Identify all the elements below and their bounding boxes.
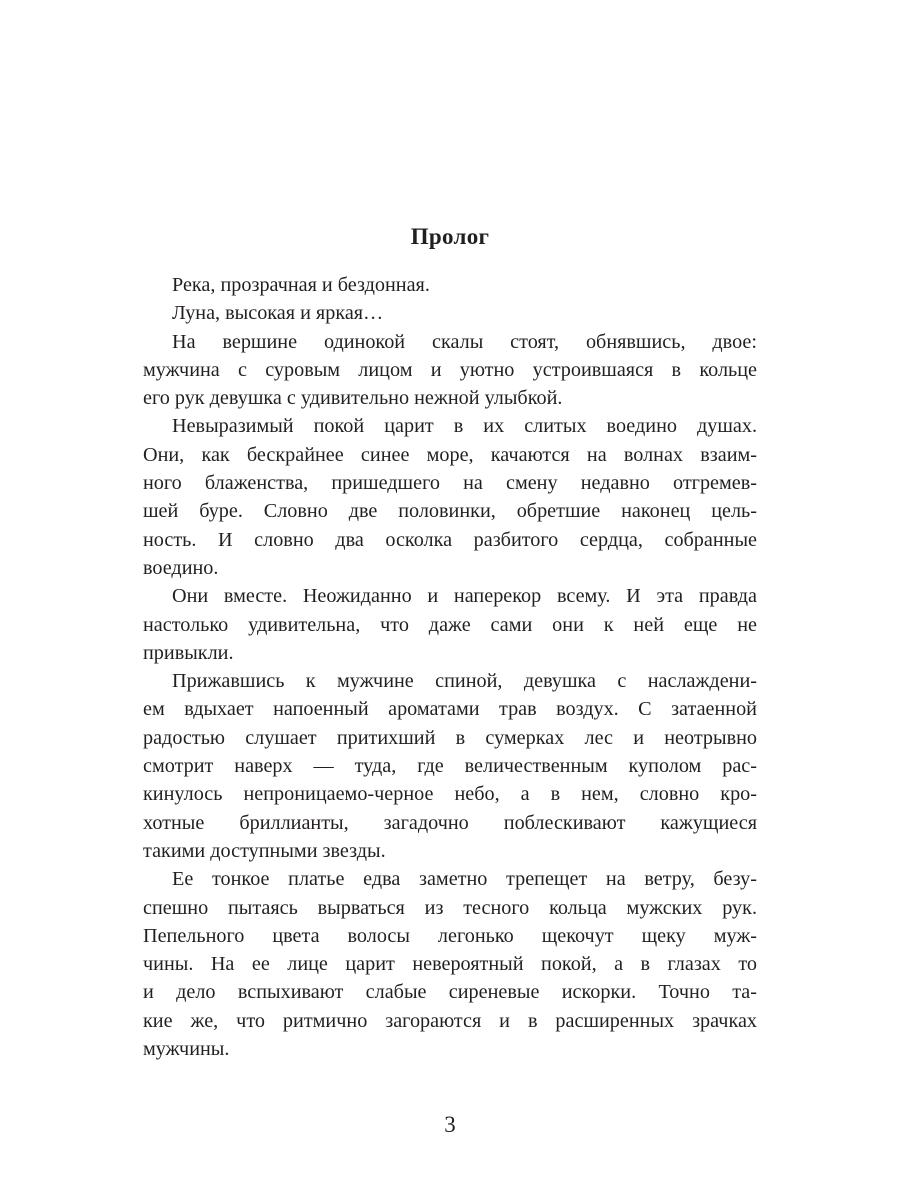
text-line: Прижавшись к мужчине спиной, девушка с наслаждени- (172, 670, 757, 693)
paragraph (143, 328, 757, 413)
text-line: смотрит наверх — туда, где величественным куполом рас- (143, 755, 757, 778)
text-line: шей буре. Словно две половинки, обретшие наконец цель- (143, 500, 757, 523)
paragraph (143, 299, 757, 327)
text-line: ного блаженства, пришедшего на смену недавно отгремев- (143, 472, 757, 495)
text-line: кинулось непроницаемо-черное небо, а в нем, словно кро- (143, 783, 757, 806)
paragraph (143, 271, 757, 299)
text-line: воедино. (143, 556, 219, 579)
text-line: спешно пытаясь вырваться из тесного кольца мужских рук. (143, 896, 757, 919)
chapter-title: Пролог (410, 224, 490, 249)
text-line: такими доступными звезды. (143, 839, 386, 862)
text-line: мужчины. (143, 1038, 230, 1061)
text-line: ем вдыхает напоенный ароматами трав воздух. С затаенной (143, 698, 757, 721)
text-line: его рук девушка с удивительно нежной улыбкой. (143, 387, 563, 410)
text-line: чины. На ее лице царит невероятный покой, а в глазах то (143, 953, 757, 976)
text-line: ность. И словно два осколка разбитого сердца, собранные (143, 528, 757, 551)
text-line: Ее тонкое платье едва заметно трепещет на ветру, безу- (172, 868, 757, 891)
text-line: Они вместе. Неожиданно и наперекор всему. И эта правда (172, 585, 757, 608)
text-line: радостью слушает притихший в сумерках лес и неотрывно (143, 726, 757, 749)
paragraph (143, 412, 757, 582)
text-line: Река, прозрачная и бездонная. (172, 274, 430, 296)
body-text (143, 271, 757, 1063)
paragraph (143, 667, 757, 865)
text-line: Невыразимый покой царит в их слитых воедино душах. (172, 415, 757, 438)
text-line: привыкли. (143, 641, 234, 664)
page-number: 3 (444, 1112, 456, 1137)
text-line: Пепельного цвета волосы легонько щекочут щеку муж- (143, 924, 757, 947)
paragraph (143, 582, 757, 667)
text-line: настолько удивительна, что даже сами они к ней еще не (143, 613, 757, 636)
text-line: кие же, что ритмично загораются и в расширенных зрачках (143, 1009, 757, 1032)
text-line: мужчина с суровым лицом и уютно устроившаяся в кольце (143, 358, 757, 381)
text-line: и дело вспыхивают слабые сиреневые искорки. Точно та- (143, 981, 757, 1004)
text-line: хотные бриллианты, загадочно поблескивают кажущиеся (143, 811, 757, 834)
paragraph (143, 865, 757, 1063)
text-line: На вершине одинокой скалы стоят, обнявшись, двое: (172, 330, 757, 353)
text-line: Луна, высокая и яркая… (172, 302, 384, 325)
text-line: Они, как бескрайнее синее море, качаются на волнах взаим- (143, 443, 757, 466)
